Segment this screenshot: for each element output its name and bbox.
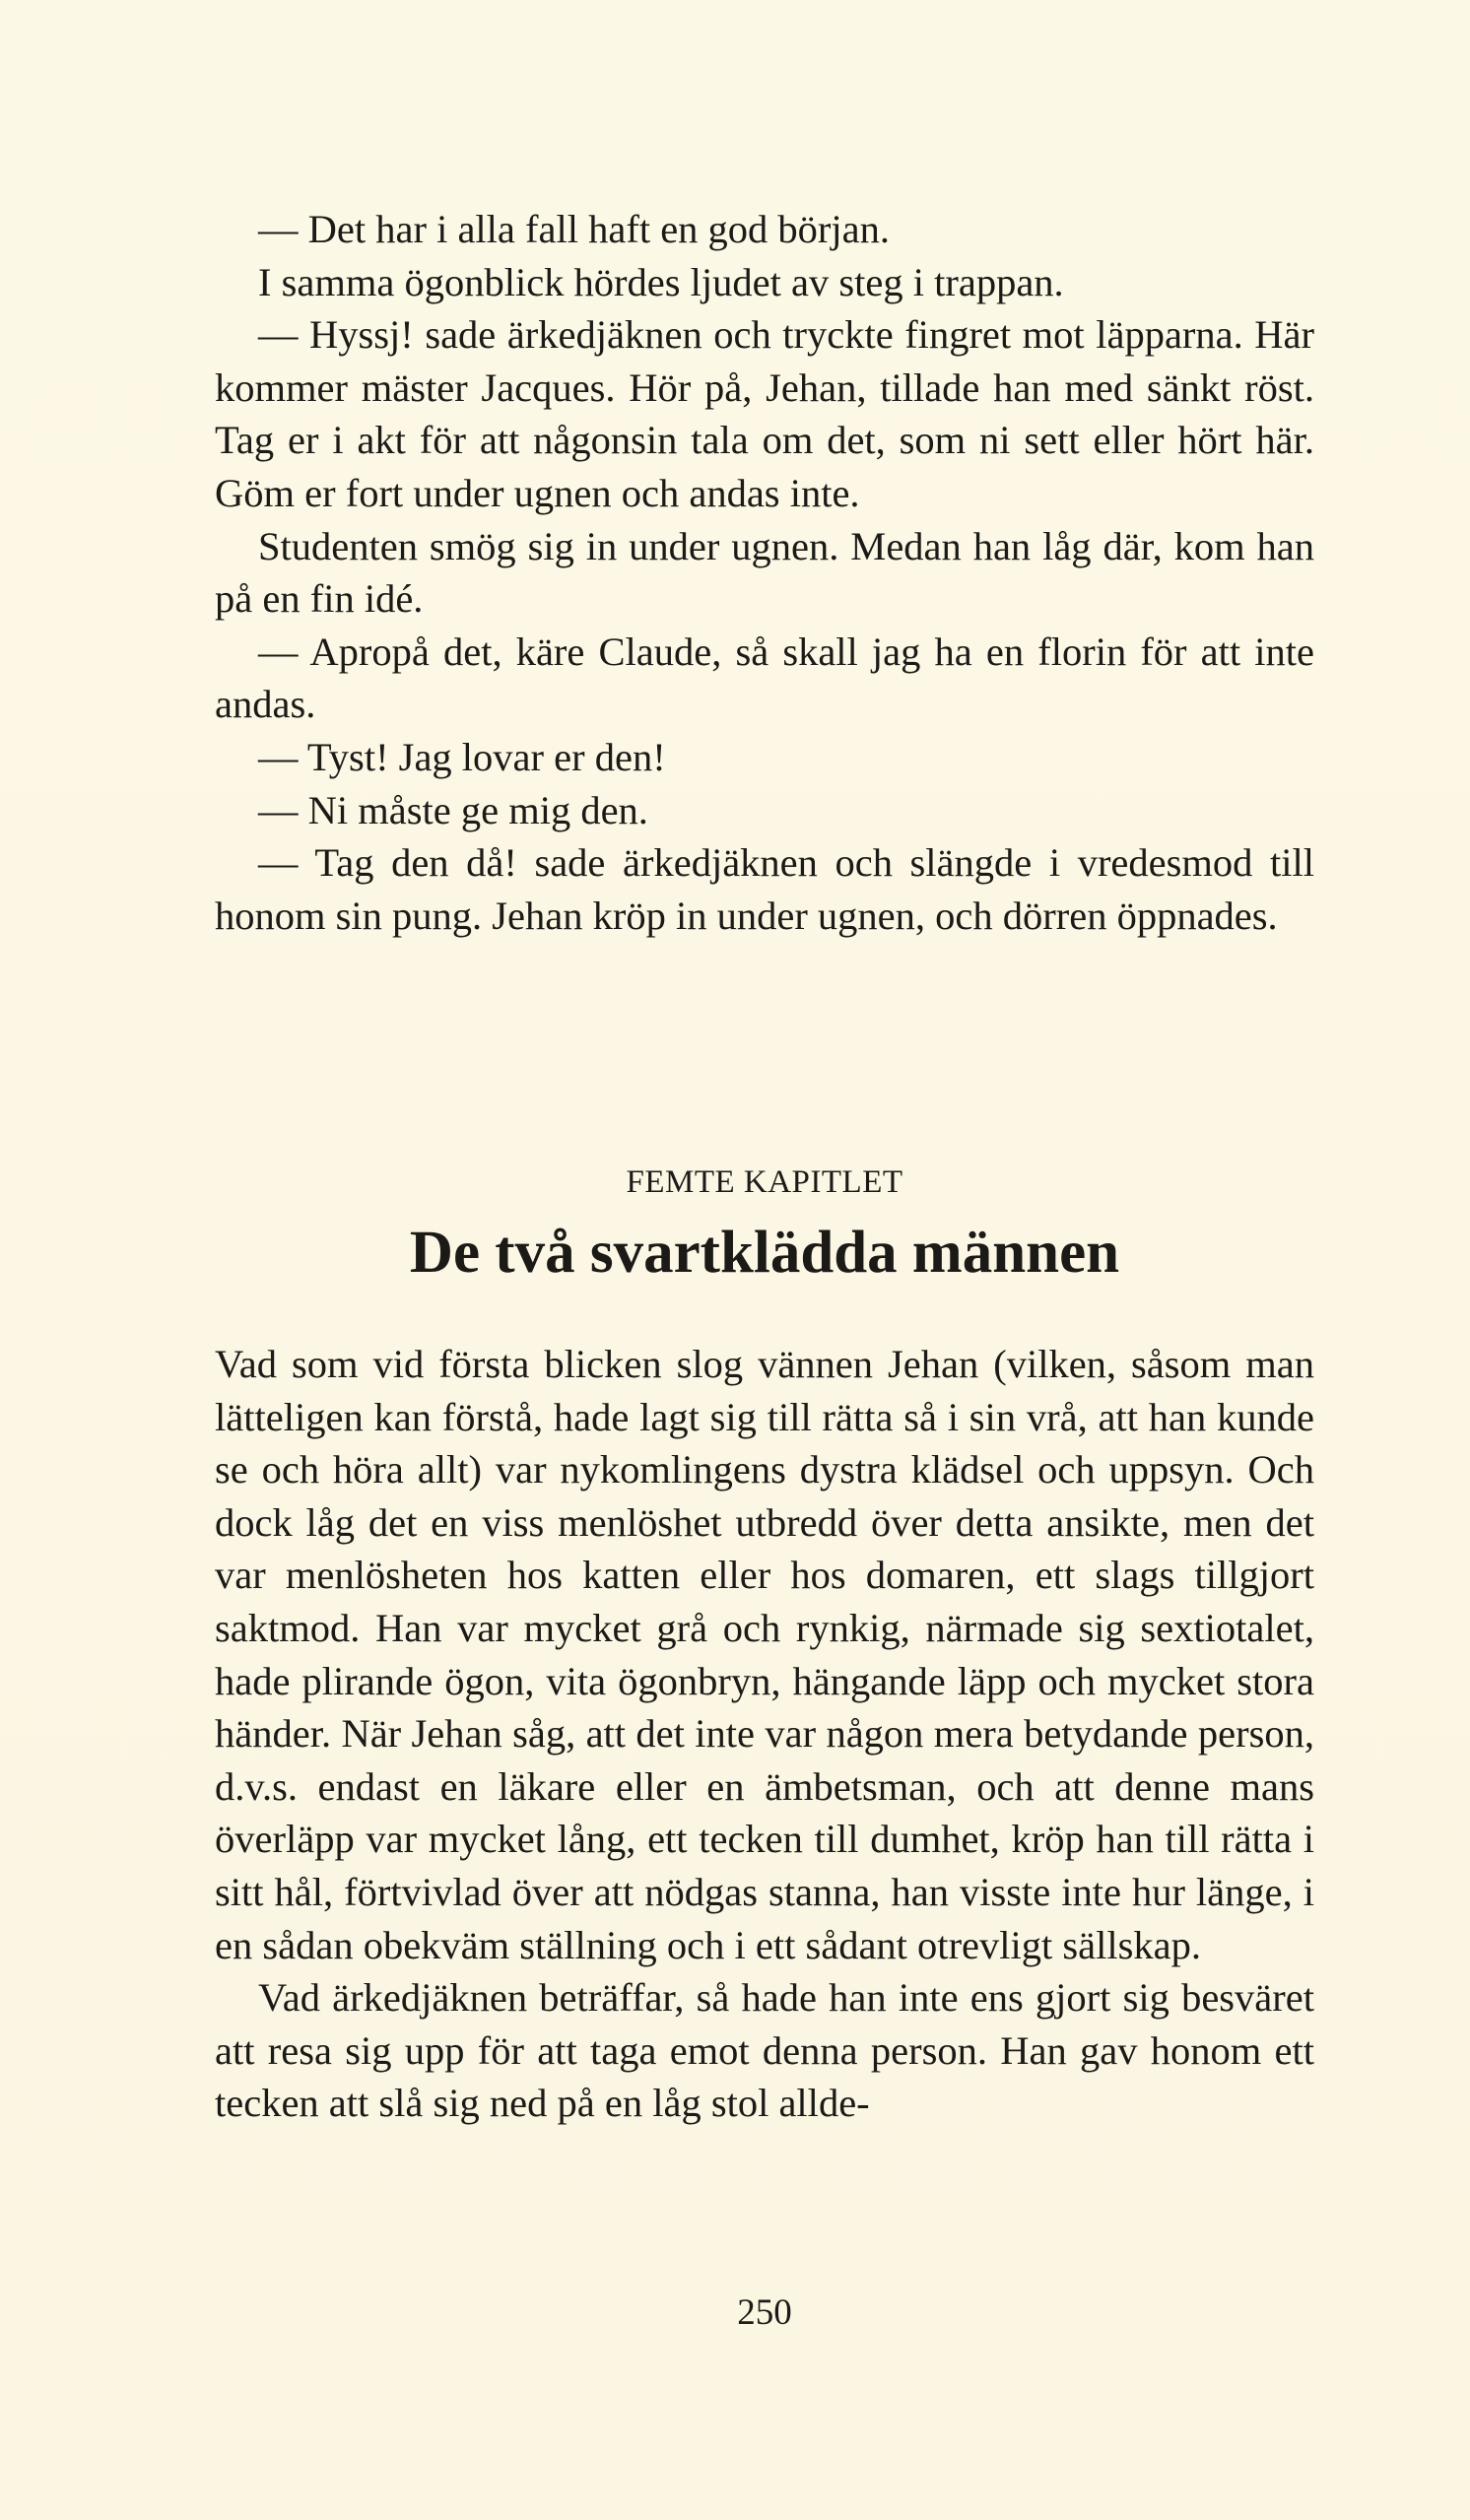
paragraph: Vad som vid första blicken slog vännen Jehan (vilken, såsom man lätteligen kan förstå, hade lagt sig till rätta så i sin vrå, att han kunde se och höra allt) var nykomlingens dystra klädsel och uppsyn. Och dock låg det en viss menlöshet utbredd över detta ansikte, men det var menlösheten hos katten eller hos domaren, ett slags tillgjort saktmod. Han var mycket grå och rynkig, närmade sig sextiotalet, hade plirande ögon, vita ögonbryn, hängande läpp och mycket stora händer. När Jehan såg, att det inte var någon mera betydande person, d.v.s. endast en läkare eller en ämbetsman, och att denne mans överläpp var mycket lång, ett tecken till dumhet, kröp han till rätta i sitt hål, förtvivlad över att nödgas stanna, han visste inte hur länge, i en sådan obekväm ställning och i ett sådant otrevligt sällskap. [215,1342,1314,1967]
chapter-label: FEMTE KAPITLET [626,1164,903,1200]
paragraph: — Tag den då! sade ärkedjäknen och slängde i vredesmod till honom sin pung. Jehan kröp in under ugnen, och dörren öppnades. [215,840,1314,938]
paragraph: — Hyssj! sade ärkedjäknen och tryckte fingret mot läpparna. Här kommer mäster Jacques. Hör på, Jehan, tillade han med sänkt röst. Tag er i akt för att någonsin tala om det, som ni sett eller hört här. Göm er fort under ugnen och andas inte. [215,312,1314,515]
paragraph: — Tyst! Jag lovar er den! [258,734,666,779]
paragraph: — Apropå det, käre Claude, så skall jag ha en florin för att inte andas. [215,629,1314,727]
chapter-title: De två svartklädda männen [409,1220,1120,1286]
page-number: 250 [737,2292,792,2333]
chapter-body [215,1338,1314,2130]
paragraph: I samma ögonblick hördes ljudet av steg i trappan. [258,259,1064,304]
dialogue-section [215,203,1314,942]
paragraph: Studenten smög sig in under ugnen. Medan han låg där, kom han på en fin idé. [215,523,1314,622]
paragraph: — Ni måste ge mig den. [258,787,648,832]
paragraph: Vad ärkedjäknen beträffar, så hade han inte ens gjort sig besväret att resa sig upp för att taga emot denna person. Han gav honom ett tecken att slå sig ned på en låg stol allde- [215,1975,1314,2126]
paragraph: — Det har i alla fall haft en god början. [258,207,891,251]
